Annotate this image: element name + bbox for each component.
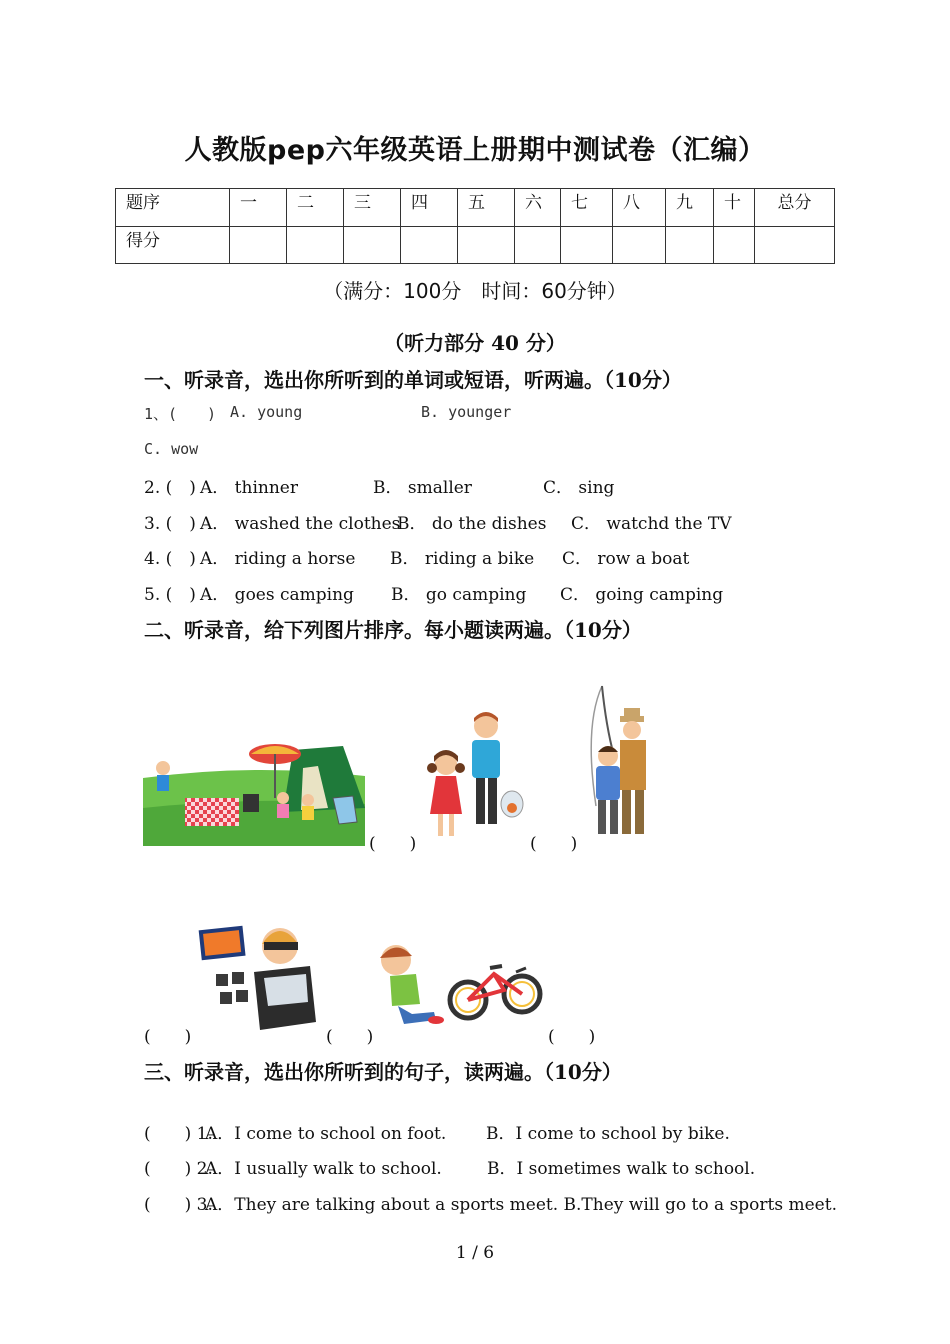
question-number: 5. ( ) (144, 585, 196, 605)
header-cell: 四 (401, 189, 458, 227)
score-table-header-row (116, 189, 835, 227)
header-cell: 九 (666, 189, 714, 227)
section3-heading: 三、听录音，选出你所听到的句子，读两遍。（10分） (144, 1060, 622, 1084)
page-number: 1 / 6 (455, 1243, 495, 1263)
row-label-cell: 得分 (116, 226, 230, 264)
sentence-question-1 (144, 1119, 844, 1144)
question-number: ( ) 2. (144, 1159, 213, 1179)
option-b: B． do the dishes (397, 514, 547, 534)
header-cell: 十 (714, 189, 755, 227)
header-cell: 二 (287, 189, 344, 227)
option-c: C． watchd the TV (571, 514, 732, 534)
header-cell: 一 (230, 189, 287, 227)
cinema-movie-image (198, 922, 320, 1034)
option-b: B． smaller (373, 478, 472, 498)
header-cell: 三 (344, 189, 401, 227)
question-2 (144, 473, 844, 498)
option-a: A． goes camping (200, 585, 354, 605)
option-a: A．I usually walk to school. (205, 1159, 442, 1179)
question-1-option-c: C. wow (144, 440, 199, 458)
question-number: ( ) 1. (144, 1124, 213, 1144)
question-number: 1、( ) (144, 405, 217, 423)
score-cell[interactable] (344, 226, 401, 264)
header-cell: 五 (458, 189, 515, 227)
option-a: A． washed the clothes (200, 514, 401, 534)
father-daughter-shopping-image (420, 712, 530, 842)
page-title: 人教版pep六年级英语上册期中测试卷（汇编） (184, 135, 766, 166)
score-table (115, 188, 835, 264)
option-b: B．I sometimes walk to school. (487, 1159, 756, 1179)
option-b: B. younger (421, 403, 512, 421)
score-cell[interactable] (230, 226, 287, 264)
option-a: A．They are talking about a sports meet. B.They will go to a sports meet. (205, 1195, 837, 1215)
score-cell[interactable] (515, 226, 561, 264)
option-b: B．I come to school by bike. (486, 1124, 730, 1144)
option-a: A．I come to school on foot. (205, 1124, 447, 1144)
score-cell[interactable] (755, 226, 835, 264)
question-number: 3. ( ) (144, 514, 196, 534)
section2-heading: 二、听录音，给下列图片排序。每小题读两遍。（10分） (144, 618, 642, 642)
exam-info: （满分：100分 时间：60分钟） (323, 279, 627, 303)
option-b: B． riding a bike (390, 549, 535, 569)
answer-paren[interactable]: ( ) (530, 834, 578, 854)
question-number: 2. ( ) (144, 478, 196, 498)
question-4 (144, 544, 844, 569)
score-cell[interactable] (714, 226, 755, 264)
header-cell: 总分 (755, 189, 835, 227)
score-cell[interactable] (458, 226, 515, 264)
question-number: ( ) 3. (144, 1195, 213, 1215)
answer-paren[interactable]: ( ) (548, 1027, 596, 1047)
option-a: A. young (230, 403, 303, 421)
question-1 (144, 403, 512, 424)
question-5 (144, 580, 844, 605)
score-cell[interactable] (561, 226, 613, 264)
section1-heading: 一、听录音，选出你所听到的单词或短语，听两遍。（10分） (144, 368, 682, 392)
score-table-score-row (116, 226, 835, 264)
score-cell[interactable] (666, 226, 714, 264)
score-cell[interactable] (287, 226, 344, 264)
option-c: C． sing (543, 478, 615, 498)
question-number: 4. ( ) (144, 549, 196, 569)
header-cell: 六 (515, 189, 561, 227)
option-a: A． riding a horse (200, 549, 356, 569)
score-cell[interactable] (401, 226, 458, 264)
score-cell[interactable] (613, 226, 666, 264)
camping-picnic-image (143, 738, 365, 846)
option-a: A． thinner (200, 478, 298, 498)
sentence-question-2 (144, 1154, 844, 1179)
option-c: C． going camping (560, 585, 724, 605)
option-b: B． go camping (391, 585, 527, 605)
sentence-question-3 (144, 1190, 844, 1215)
header-cell: 七 (561, 189, 613, 227)
option-c: C． row a boat (562, 549, 690, 569)
boy-fallen-bike-image (376, 944, 548, 1032)
answer-paren[interactable]: ( ) (144, 1027, 192, 1047)
header-cell: 八 (613, 189, 666, 227)
listening-part-heading: （听力部分 40 分） (384, 331, 566, 355)
answer-paren[interactable]: ( ) (326, 1027, 374, 1047)
answer-paren[interactable]: ( ) (369, 834, 417, 854)
header-cell: 题序 (116, 189, 230, 227)
question-3 (144, 509, 844, 534)
fishing-grandpa-boy-image (584, 686, 664, 842)
